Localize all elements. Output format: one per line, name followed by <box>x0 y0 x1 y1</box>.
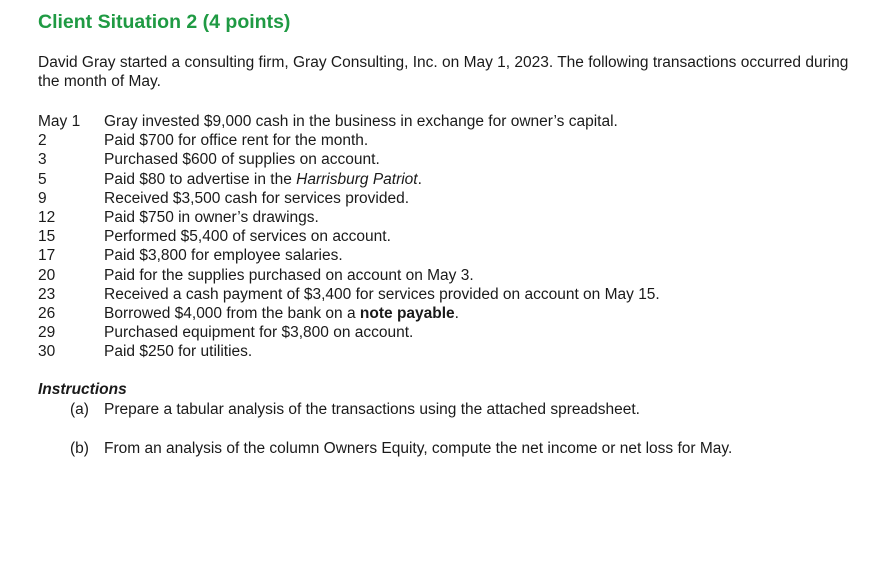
transaction-date: May 1 <box>38 113 81 130</box>
transaction-date: 29 <box>38 324 56 342</box>
instructions-heading: Instructions <box>38 381 127 398</box>
transaction-date: 5 <box>38 170 47 188</box>
instruction-b <box>70 439 732 458</box>
transaction-text: Purchased $600 of supplies on account. <box>104 151 380 169</box>
transaction-text <box>104 170 422 189</box>
transaction-text: Paid $3,800 for employee salaries. <box>104 247 343 265</box>
transaction-row <box>38 285 660 304</box>
note-payable-term: note payable <box>359 304 455 322</box>
transaction-text: Received $3,500 cash for services provided. <box>104 189 409 207</box>
transaction-text: Paid $250 for utilities. <box>104 343 253 361</box>
transaction-date: 30 <box>38 343 56 361</box>
transaction-text <box>104 304 459 323</box>
transaction-text: Paid $700 for office rent for the month. <box>104 132 369 150</box>
transaction-date: 9 <box>38 189 47 207</box>
transaction-text: Purchased equipment for $3,800 on account. <box>104 324 414 342</box>
transaction-text-pre: Borrowed $4,000 from the bank on a <box>104 304 360 322</box>
transaction-row <box>38 304 660 323</box>
transaction-row <box>38 246 660 265</box>
intro-paragraph: David Gray started a consulting firm, Gray Consulting, Inc. on May 1, 2023. The following transactions occurred during the month of May. <box>38 54 849 90</box>
transaction-text-post: . <box>454 304 459 322</box>
instruction-a <box>70 400 640 419</box>
transaction-text: Paid $750 in owner’s drawings. <box>104 208 319 226</box>
transaction-date: 26 <box>38 304 56 322</box>
transaction-row <box>38 170 660 189</box>
transaction-row <box>38 208 660 227</box>
transaction-date: 23 <box>38 285 56 303</box>
transaction-text-post: . <box>417 170 422 188</box>
transaction-text: Performed $5,400 of services on account. <box>104 228 391 246</box>
instruction-text: From an analysis of the column Owners Equity, compute the net income or net loss for May. <box>104 440 733 457</box>
transaction-date: 3 <box>38 151 47 169</box>
transaction-row <box>38 150 660 169</box>
instruction-label: (b) <box>70 440 89 457</box>
transaction-text-pre: Paid $80 to advertise in the <box>104 170 297 188</box>
page-title: Client Situation 2 (4 points) <box>38 11 291 33</box>
transaction-date: 15 <box>38 228 56 246</box>
transaction-row <box>38 227 660 246</box>
transaction-row <box>38 323 660 342</box>
transaction-date: 12 <box>38 208 56 226</box>
newspaper-name: Harrisburg Patriot <box>296 170 418 188</box>
transaction-date: 17 <box>38 247 56 265</box>
transaction-row <box>38 112 660 131</box>
instruction-text: Prepare a tabular analysis of the transactions using the attached spreadsheet. <box>104 401 640 418</box>
transaction-row <box>38 189 660 208</box>
transaction-row <box>38 266 660 285</box>
transaction-row <box>38 131 660 150</box>
transaction-list <box>38 112 660 361</box>
transaction-date: 20 <box>38 266 56 284</box>
transaction-row <box>38 342 660 361</box>
transaction-text: Paid for the supplies purchased on account on May 3. <box>104 266 474 284</box>
instruction-label: (a) <box>70 401 89 418</box>
transaction-date: 2 <box>38 132 47 150</box>
transaction-text: Gray invested $9,000 cash in the business in exchange for owner’s capital. <box>104 113 618 130</box>
transaction-text: Received a cash payment of $3,400 for services provided on account on May 15. <box>104 285 660 303</box>
